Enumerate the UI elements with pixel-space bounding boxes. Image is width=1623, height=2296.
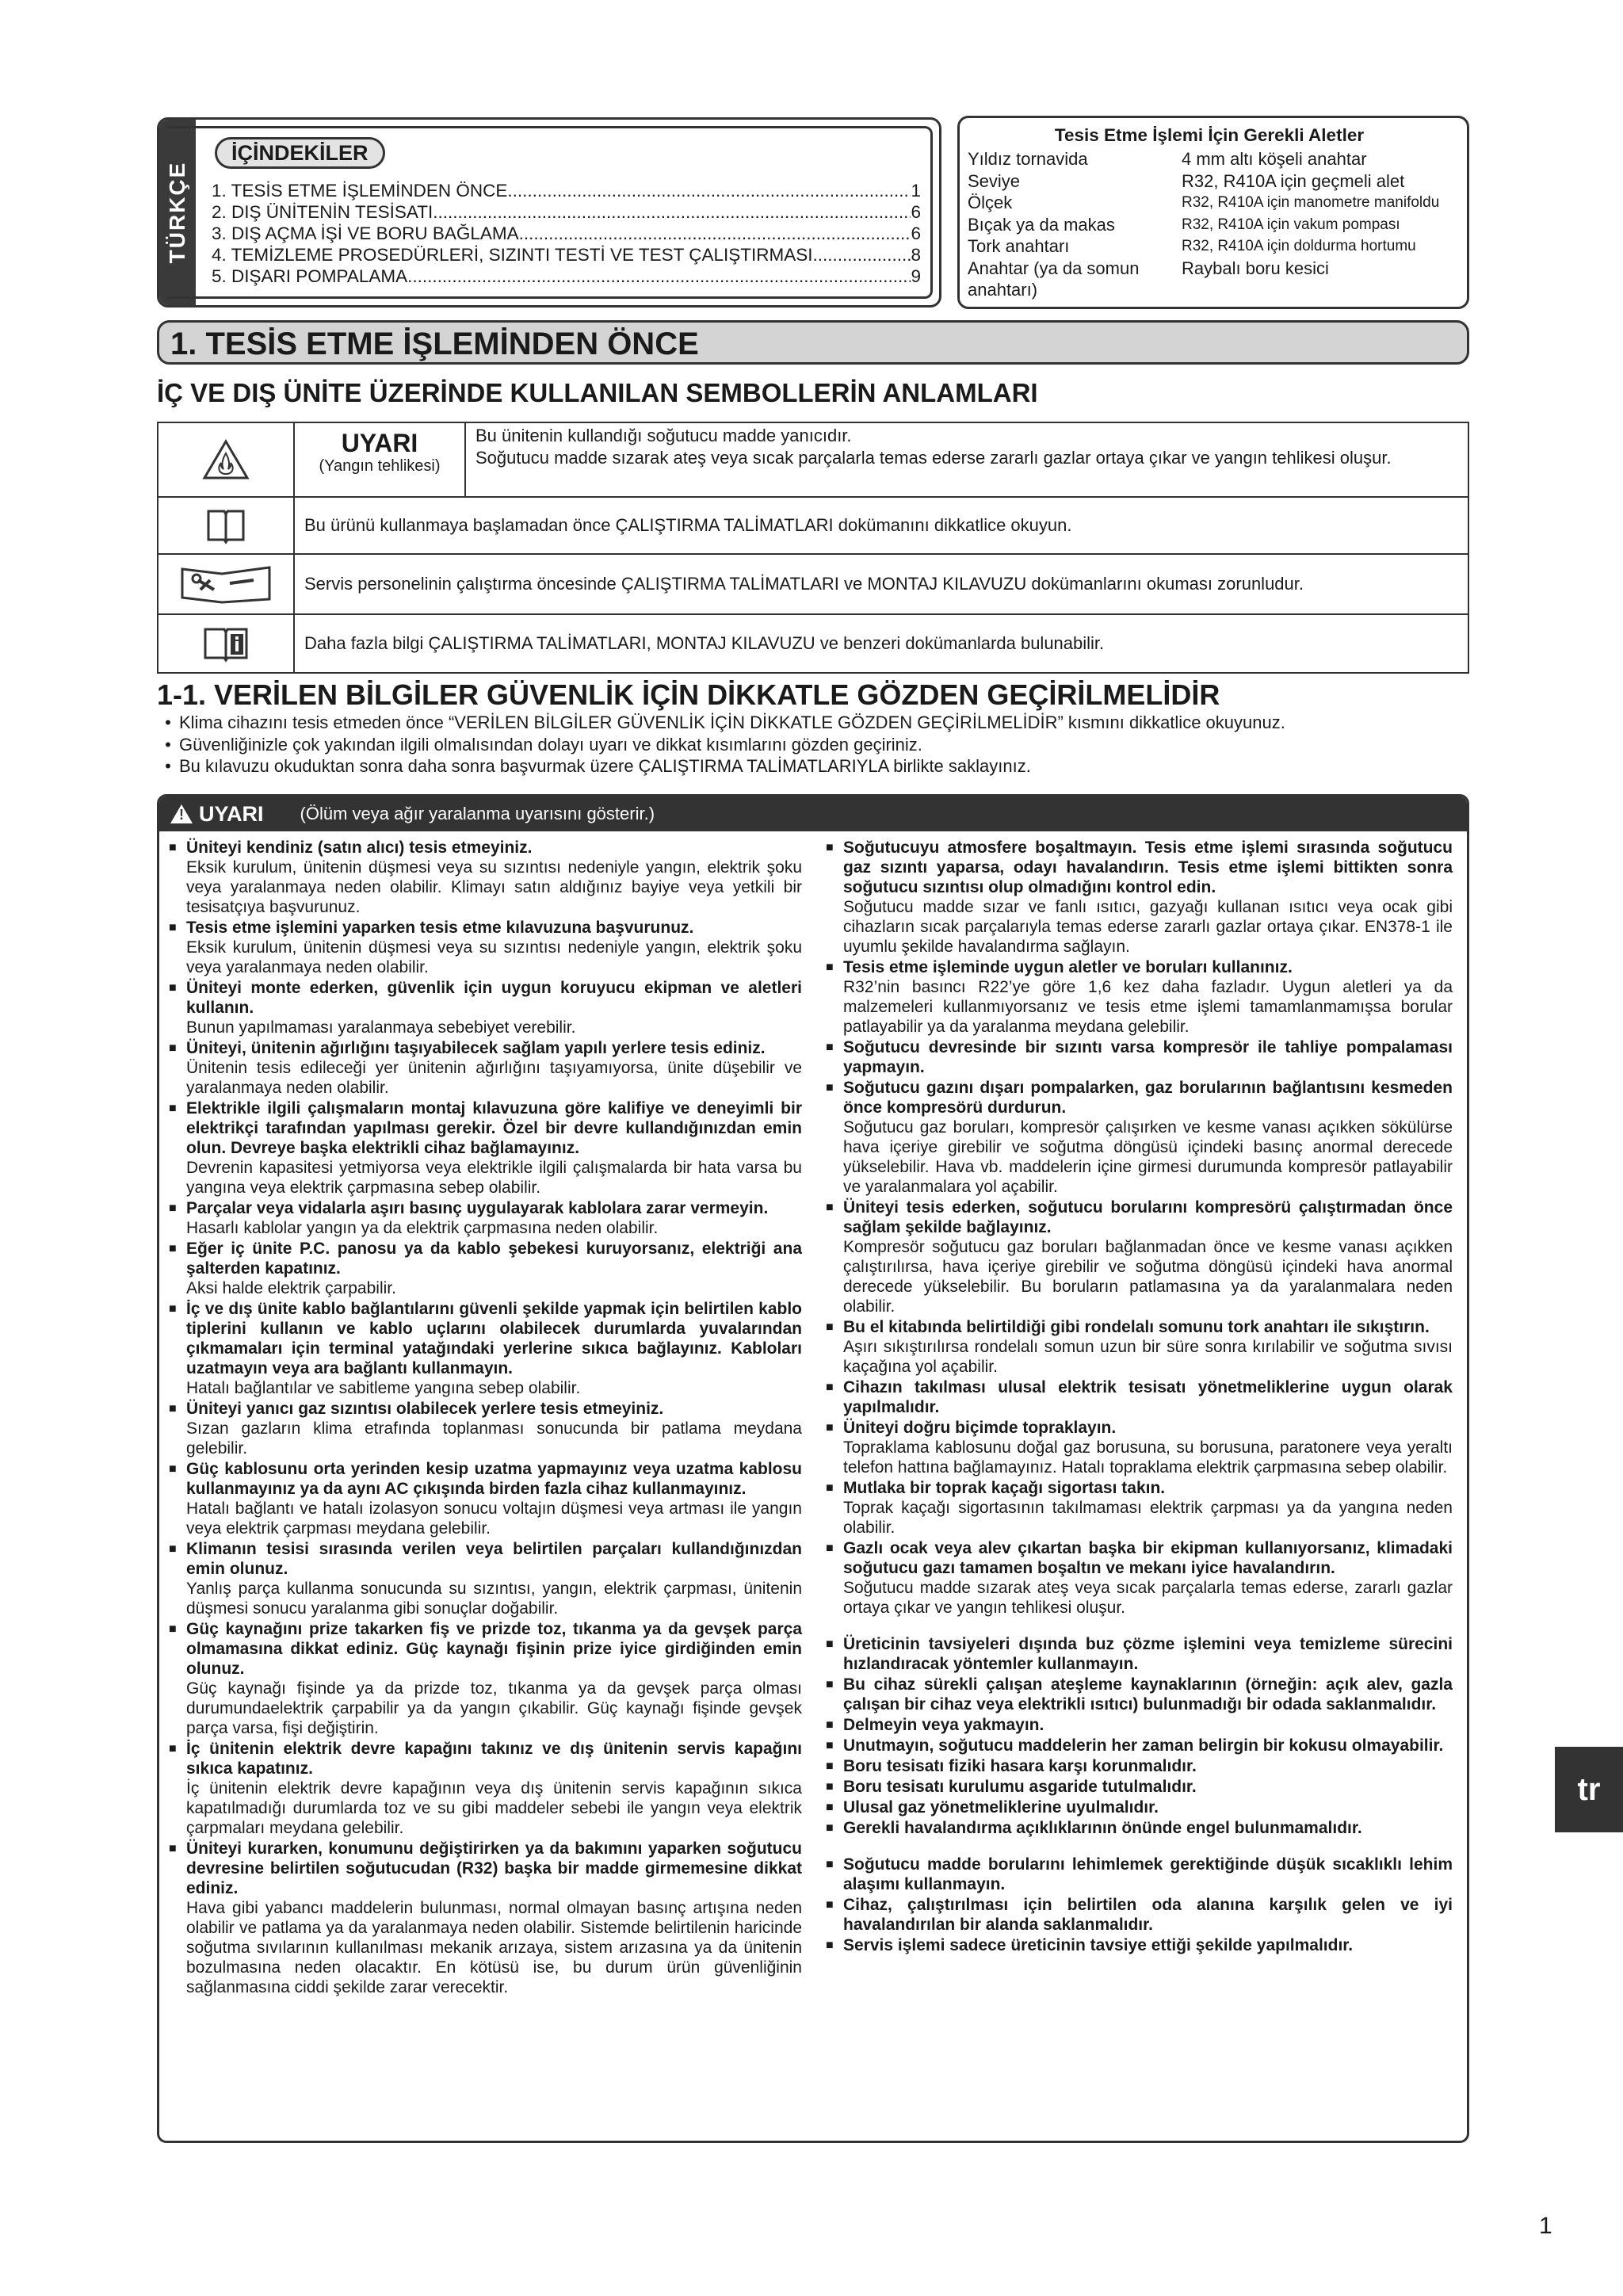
warning-item	[826, 1797, 1453, 1817]
bullet-square-icon: ■	[169, 1201, 177, 1215]
tools-box	[957, 116, 1469, 309]
warning-item-text: Hatalı bağlantılar ve sabitleme yangına sebep olabilir.	[186, 1379, 581, 1397]
warning-item	[826, 1777, 1453, 1797]
bullet-square-icon: ■	[169, 1462, 177, 1476]
bullet-square-icon: ■	[169, 1102, 177, 1115]
tool-item: Raybalı boru kesici	[1182, 258, 1329, 278]
bullet-square-icon: ■	[169, 1622, 177, 1636]
warning-item	[169, 838, 802, 917]
warning-header	[159, 797, 1467, 831]
bullet-square-icon: ■	[826, 841, 834, 854]
warning-sublabel: (Yangın tehlikesi)	[319, 457, 441, 475]
warning-item	[169, 918, 802, 977]
bullet-square-icon: ■	[826, 961, 834, 974]
warning-header-subtitle: (Ölüm veya ağır yaralanma uyarısını gösterir.)	[300, 804, 655, 823]
warning-item-title: Ulusal gaz yönetmeliklerine uyulmalıdır.	[843, 1798, 1159, 1817]
warning-item	[169, 1839, 802, 1997]
warning-item	[826, 1317, 1453, 1377]
symbol-row-info	[158, 613, 1468, 672]
warning-item	[826, 1855, 1453, 1894]
list-item: • Bu kılavuzu okuduktan sonra daha sonra başvurmak üzere ÇALIŞTIRMA TALİMATLARIYLA birlikte saklayınız.	[165, 756, 1031, 776]
symbol-row-manual	[158, 496, 1468, 553]
warning-item-title: Güç kaynağını prize takarken fiş ve prizde toz, tıkanma ya da gevşek parça olmamasına dikkat ediniz. Güç kaynağı fişinin prize iyice girdiğinden emin olunuz.	[186, 1620, 802, 1678]
warning-item	[826, 1478, 1453, 1538]
warning-item-text: Eksik kurulum, ünitenin düşmesi veya su sızıntısı nedeniyle yangın, elektrik şoku veya yaralanmaya neden olabilir. Klimayı satın aldığınız bayiye veya yetkili bir tesisatçıya başvurunuz.	[186, 858, 802, 916]
warning-item	[826, 1538, 1453, 1618]
toc-title: İÇİNDEKİLER	[215, 137, 385, 169]
warning-item-text: Soğutucu madde sızar ve fanlı ısıtıcı, gazyağı kullanan ısıtıcı veya ocak gibi cihazların sıcak parçalarıyla temas ederse zararlı gazlar ortaya çıkar. EN378-1 ile uyumlu şekilde havalandırma sağlayın.	[843, 898, 1453, 956]
warning-item-title: Eğer iç ünite P.C. panosu ya da kablo şebekesi kuruyorsanız, elektriği ana şalterden kapatınız.	[186, 1240, 802, 1278]
warning-item-title: Güç kablosunu orta yerinden kesip uzatma yapmayınız veya uzatma kablosu kullanmayınız ya da aynı AC çıkışında birden fazla cihaz kullanmayınız.	[186, 1460, 802, 1498]
bullet-square-icon: ■	[826, 1381, 834, 1394]
warning-item-text: Güç kaynağı fişinde ya da prizde toz, tıkanma ya da gevşek parça olması durumundaelektrik çarpabilir ya da yangın çıkabilir. Güç kaynağı fişinde gevşek parça varsa, fişi değiştirin.	[186, 1679, 802, 1737]
warning-item-text: Hatalı bağlantı ve hatalı izolasyon sonucu voltajın düşmesi veya artması ile yangın veya elektrik çarpması meydana gelebilir.	[186, 1499, 802, 1538]
warning-item-title: Soğutucu madde borularını lehimlemek gerektiğinde düşük sıcaklıklı lehim alaşımı kullanmayın.	[843, 1855, 1453, 1893]
warning-item	[826, 1818, 1453, 1838]
warning-item-title: Üniteyi, ünitenin ağırlığını taşıyabilecek sağlam yapılı yerlere tesis ediniz.	[186, 1039, 766, 1057]
page-number: 1	[1539, 2213, 1552, 2239]
warning-item	[169, 1299, 802, 1398]
warning-item	[826, 1935, 1453, 1955]
bullet-square-icon: ■	[826, 1637, 834, 1651]
warning-item-title: Soğutucu gazını dışarı pompalarken, gaz borularının bağlantısını kesmeden önce kompresörü durdurun.	[843, 1079, 1453, 1117]
warning-item-text: İç ünitenin elektrik devre kapağının veya dış ünitenin servis kapağının sıkıca kapatılmadığı durumlarda toz ve su gibi maddeler sebebi ile yangın veya elektrik çarpmaları meydana gelebilir.	[186, 1779, 802, 1837]
warning-item	[169, 1459, 802, 1538]
list-item: • Güvenliğinizle çok yakından ilgili olmalısından dolayı uyarı ve dikkat kısımlarını gözden geçiriniz.	[165, 734, 922, 755]
warning-item	[169, 978, 802, 1037]
bullet-square-icon: ■	[826, 1858, 834, 1871]
tool-item: anahtarı)	[968, 280, 1038, 300]
spacer	[826, 1839, 1453, 1855]
toc-item[interactable]: 4. TEMİZLEME PROSEDÜRLERİ, SIZINTI TESTİ VE TEST ÇALIŞTIRMASI ..... 8	[212, 244, 921, 266]
warning-item	[169, 1399, 802, 1458]
safety-heading: 1-1. VERİLEN BİLGİLER GÜVENLİK İÇİN DİKKATLE GÖZDEN GEÇİRİLMELİDİR	[157, 678, 1220, 711]
bullet-square-icon: ■	[169, 1041, 177, 1055]
warning-item-text: Topraklama kablosunu doğal gaz borusuna, su borusuna, paratonere veya yeraltı telefon hattına bağlamayınız. Hatalı topraklama elektrik çarpmasına sebep olabilir.	[843, 1438, 1453, 1477]
warning-item-text: Hava gibi yabancı maddelerin bulunması, normal olmayan basınç artışına neden olabilir ve patlama ya da yaralanmaya neden olabilir. Sistemde belirtilenin haricinde soğutma sıvılarının kullanılması mekanik arızaya, sistem arızasına ya da ünitenin bozulmasına neden olacaktır. En kötüsü ise, bu durum ürün güvenliğinin sağlanmasına ciddi şekilde zarar verecektir.	[186, 1899, 802, 1996]
warning-item	[826, 1418, 1453, 1477]
tool-item: R32, R410A için vakum pompası	[1182, 216, 1400, 233]
warning-item-text: Eksik kurulum, ünitenin düşmesi veya su sızıntısı nedeniyle yangın, elektrik şoku veya yaralanmaya neden olabilir.	[186, 938, 802, 976]
warning-item-title: Cihaz, çalıştırılması için belirtilen oda alanına karşılık gelen ve iyi havalandırılan bir alanda saklanmalıdır.	[843, 1896, 1453, 1934]
warning-item-text: Aksi halde elektrik çarpabilir.	[186, 1279, 396, 1297]
warning-item-title: İç ünitenin elektrik devre kapağını takınız ve dış ünitenin servis kapağını sıkıca kapatınız.	[186, 1740, 802, 1778]
tool-item: R32, R410A için manometre manifoldu	[1182, 194, 1440, 211]
bullet-square-icon: ■	[826, 1801, 834, 1814]
warning-item-title: Delmeyin veya yakmayın.	[843, 1716, 1044, 1734]
service-description: Servis personelinin çalıştırma öncesinde ÇALIŞTIRMA TALİMATLARI ve MONTAJ KILAVUZU dokümanlarını okuması zorunludur.	[304, 574, 1304, 594]
warning-item-title: Gerekli havalandırma açıklıklarının önünde engel bulunmamalıdır.	[843, 1819, 1362, 1837]
warning-item	[169, 1198, 802, 1238]
language-side-tab: tr	[1555, 1747, 1623, 1832]
warning-item-title: Bu el kitabında belirtildiği gibi rondelalı somunu tork anahtarı ile sıkıştırın.	[843, 1318, 1430, 1336]
bullet-square-icon: ■	[169, 841, 177, 854]
bullet-square-icon: ■	[826, 1898, 834, 1912]
warning-item-title: İç ve dış ünite kablo bağlantılarını güvenli şekilde yapmak için belirtilen kablo tiplerini kullanın ve kablo uçlarını olabilecek durumlarda yuvalarından çıkmamaları için terminal yatağındaki yerlerine sıkıca bağlayınız. Kabloları uzatmayın veya ara bağlantı kullanmayın.	[186, 1300, 802, 1377]
warning-item-title: Tesis etme işlemini yaparken tesis etme kılavuzuna başvurunuz.	[186, 919, 694, 937]
bullet-square-icon: ■	[826, 1081, 834, 1095]
warning-item-title: Üniteyi yanıcı gaz sızıntısı olabilecek yerlere tesis etmeyiniz.	[186, 1400, 664, 1418]
tool-item: Seviye	[968, 170, 1021, 191]
warning-item	[826, 1675, 1453, 1714]
warning-item	[826, 838, 1453, 957]
info-book-icon	[158, 615, 295, 672]
warning-item	[826, 1037, 1453, 1077]
warning-label: UYARI	[341, 429, 418, 457]
safety-intro-list	[157, 712, 1469, 777]
tools-grid	[960, 148, 1459, 301]
warning-item-title: Üniteyi doğru biçimde topraklayın.	[843, 1419, 1117, 1437]
spacer	[826, 1618, 1453, 1634]
bullet-square-icon: ■	[826, 1759, 834, 1773]
warning-item	[169, 1038, 802, 1098]
warning-item-title: Üniteyi monte ederken, güvenlik için uygun koruyucu ekipman ve aletleri kullanın.	[186, 979, 802, 1017]
tool-item	[1182, 279, 1459, 301]
warning-item	[826, 1736, 1453, 1755]
bullet-square-icon: ■	[826, 1201, 834, 1214]
warning-item-text: Soğutucu gaz boruları, kompresör çalışırken ve kesme vanası açıkken sökülürse hava içeriye girebilir ve soğutma döngüsü içindeki basınç anormal derecede yükselebilir. Hava vb. maddelerin içine girmesi durumunda kompresör patlayabilir ve yaralanmalara yol açabilir.	[843, 1118, 1453, 1196]
warning-item-text: Toprak kaçağı sigortasının takılmaması elektrik çarpması ya da yangına neden olabilir.	[843, 1499, 1453, 1537]
flammable-warning-icon	[158, 423, 295, 496]
warning-right-column	[815, 838, 1461, 1998]
warning-item-text: Yanlış parça kullanma sonucunda su sızıntısı, yangın, elektrik çarpması, ünitenin düşmesi sonucu yaralanma gibi sonuçlar doğabilir.	[186, 1580, 802, 1618]
warning-item-title: Parçalar veya vidalarla aşırı basınç uygulayarak kablolara zarar vermeyin.	[186, 1199, 769, 1217]
bullet-square-icon: ■	[826, 1421, 834, 1435]
warning-item-title: Boru tesisatı fiziki hasara karşı korunmalıdır.	[843, 1757, 1197, 1775]
tool-item: Tork anahtarı	[968, 236, 1070, 256]
warning-item	[826, 1715, 1453, 1735]
tools-title: Tesis Etme İşlemi İçin Gerekli Aletler	[1054, 125, 1365, 145]
manual-description: Bu ürünü kullanmaya başlamadan önce ÇALIŞTIRMA TALİMATLARI dokümanını dikkatlice okuyun.	[304, 515, 1072, 536]
warning-item	[169, 1098, 802, 1198]
symbol-row-warning	[158, 423, 1468, 496]
warning-item	[826, 1377, 1453, 1417]
warning-item-title: Unutmayın, soğutucu maddelerin her zaman belirgin bir kokusu olmayabilir.	[843, 1736, 1444, 1755]
warning-item-title: Klimanın tesisi sırasında verilen veya belirtilen parçaları kullandığınızdan emin olunuz.	[186, 1540, 802, 1578]
bullet-square-icon: ■	[169, 1542, 177, 1556]
warning-item-title: Bu cihaz sürekli çalışan ateşleme kaynaklarının (örneğin: açık alev, gazla çalışan bir cihaz veya elektrikli ısıtıcı) bulunmadığı bir odada saklanmalıdır.	[843, 1675, 1453, 1713]
warning-item-title: Üniteyi kendiniz (satın alıcı) tesis etmeyiniz.	[186, 839, 533, 857]
warning-item-text: Aşırı sıkıştırılırsa rondelalı somun uzun bir süre sonra kırılabilir ve soğutma sıvısı kaçağına yol açabilir.	[843, 1338, 1453, 1376]
bullet-square-icon: ■	[169, 1742, 177, 1755]
warning-header-label: UYARI	[199, 801, 264, 826]
bullet-square-icon: ■	[826, 1780, 834, 1794]
tool-item: Anahtar (ya da somun	[968, 258, 1140, 278]
bullet-square-icon: ■	[826, 1739, 834, 1752]
warning-item-title: Soğutucuyu atmosfere boşaltmayın. Tesis etme işlemi sırasında soğutucu gaz sızıntı yaparsa, odayı havalandırın. Tesis etme işlemi bittikten sonra soğutucu sızıntısı olup olmadığını kontrol edin.	[843, 839, 1453, 896]
warning-item	[826, 1895, 1453, 1935]
service-wrench-book-icon	[158, 555, 295, 613]
tool-item: Bıçak ya da makas	[968, 214, 1115, 235]
warning-item-title: Üreticinin tavsiyeleri dışında buz çözme işlemini veya temizleme sürecini hızlandıracak yöntemler kullanmayın.	[843, 1635, 1453, 1673]
bullet-square-icon: ■	[169, 921, 177, 934]
bullet-square-icon: ■	[169, 1842, 177, 1855]
warning-item-title: Servis işlemi sadece üreticinin tavsiye ettiği şekilde yapılmalıdır.	[843, 1936, 1354, 1954]
warning-item-text: Sızan gazların klima etrafında toplanması sonucunda bir patlama meydana gelebilir.	[186, 1419, 802, 1457]
warning-item	[826, 1078, 1453, 1197]
warning-item-title: Soğutucu devresinde bir sızıntı varsa kompresör ile tahliye pompalaması yapmayın.	[843, 1038, 1453, 1076]
warning-item-text: Ünitenin tesis edileceği yer ünitenin ağırlığını taşıyamıyorsa, ünite düşebilir ve yaralanmaya neden olabilir.	[186, 1059, 802, 1097]
toc-box	[157, 117, 941, 308]
warning-description: Bu ünitenin kullandığı soğutucu madde yanıcıdır. Soğutucu madde sızarak ateş veya sıcak parçalarla temas ederse zararlı gazlar ortaya çıkar ve yangın tehlikesi oluşur.	[475, 426, 1392, 468]
list-item: • Klima cihazını tesis etmeden önce “VERİLEN BİLGİLER GÜVENLİK İÇİN DİKKATLE GÖZDEN GEÇİRİLMELİDİR” kısmını dikkatlice okuyunuz.	[165, 712, 1285, 732]
warning-label-cell	[295, 423, 466, 496]
warning-item-text: R32’nin basıncı R22’ye göre 1,6 kez daha fazladır. Uygun aletleri ya da malzemeleri kullanmıyorsanız ve tesis etme işlemi tamamlanmamışsa borular patlayabilir ya da yaralanma meydana gelebilir.	[843, 978, 1453, 1036]
toc-list	[212, 180, 921, 287]
bullet-square-icon: ■	[826, 1481, 834, 1495]
warning-item-text: Kompresör soğutucu gaz boruları bağlanmadan önce ve kesme vanası açıkken çalıştırılırsa, hava içeriye girebilir ve soğutma döngüsü içindeki hava anormal derecede yükselebilir. Bu boruların patlamasına ya da yaralanmalara neden olabilir.	[843, 1238, 1453, 1316]
warning-box	[157, 794, 1469, 2143]
tool-item: R32, R410A için geçmeli alet	[1182, 170, 1405, 191]
bullet-square-icon: ■	[826, 1541, 834, 1555]
warning-item-title: Gazlı ocak veya alev çıkartan başka bir ekipman kullanıyorsanız, klimadaki soğutucu gazı tamamen boşaltın ve mekanı iyice havalandırın.	[843, 1539, 1453, 1577]
warning-item	[826, 1198, 1453, 1316]
section-title-bar	[157, 320, 1469, 365]
language-label: TÜRKÇE	[165, 161, 189, 264]
warning-item-title: Mutlaka bir toprak kaçağı sigortası takın.	[843, 1479, 1166, 1497]
warning-item	[826, 1756, 1453, 1776]
warning-item-title: Tesis etme işleminde uygun aletler ve boruları kullanınız.	[843, 958, 1293, 976]
warning-item	[826, 1634, 1453, 1674]
bullet-square-icon: ■	[826, 1821, 834, 1835]
bullet-square-icon: ■	[169, 1402, 177, 1415]
warning-item-title: Elektrikle ilgili çalışmaların montaj kılavuzuna göre kalifiye ve deneyimli bir elektrikçi tarafından yapılması gerekir. Özel bir devre kullandığınızdan emin olun. Devreye başka elektrikli cihaz bağlamayınız.	[186, 1099, 802, 1157]
section-title: 1. TESİS ETME İŞLEMİNDEN ÖNCE	[170, 327, 699, 361]
warning-item-text: Hasarlı kablolar yangın ya da elektrik çarpmasına neden olabilir.	[186, 1219, 659, 1237]
warning-item	[826, 957, 1453, 1037]
warning-triangle-icon	[170, 804, 193, 823]
info-description: Daha fazla bilgi ÇALIŞTIRMA TALİMATLARI, MONTAJ KILAVUZU ve benzeri dokümanlarda bulunabilir.	[304, 633, 1105, 654]
bullet-square-icon: ■	[826, 1678, 834, 1691]
bullet-square-icon: ■	[826, 1939, 834, 1952]
warning-item-title: Cihazın takılması ulusal elektrik tesisatı yönetmeliklerine uygun olarak yapılmalıdır.	[843, 1378, 1453, 1416]
tool-item: Yıldız tornavida	[968, 149, 1088, 169]
toc-item[interactable]: 1. TESİS ETME İŞLEMİNDEN ÖNCE ..... 1	[212, 180, 921, 201]
symbols-heading: İÇ VE DIŞ ÜNİTE ÜZERİNDE KULLANILAN SEMBOLLERİN ANLAMLARI	[157, 378, 1038, 407]
warning-item-title: Üniteyi kurarken, konumunu değiştirirken ya da bakımını yaparken soğutucu devresine belirtilen soğutucudan (R32) başka bir madde girmemesine dikkat ediniz.	[186, 1839, 802, 1897]
bullet-square-icon: ■	[169, 981, 177, 995]
warning-item	[169, 1239, 802, 1298]
warning-item-text: Bunun yapılmaması yaralanmaya sebebiyet verebilir.	[186, 1018, 576, 1037]
toc-item[interactable]: 3. DIŞ AÇMA İŞİ VE BORU BAĞLAMA ..... 6	[212, 223, 921, 244]
bullet-square-icon: ■	[169, 1302, 177, 1316]
symbol-row-service	[158, 553, 1468, 613]
toc-item[interactable]: 5. DIŞARI POMPALAMA ..... 9	[212, 266, 921, 287]
bullet-square-icon: ■	[169, 1242, 177, 1255]
bullet-square-icon: ■	[826, 1718, 834, 1732]
open-book-icon	[158, 498, 295, 553]
warning-item-text: Soğutucu madde sızarak ateş veya sıcak parçalarla temas ederse, zararlı gazlar ortaya çıkar ve yangın tehlikesi oluşur.	[843, 1579, 1453, 1617]
tool-item: Ölçek	[968, 193, 1013, 212]
warning-item-title: Üniteyi tesis ederken, soğutucu borularını kompresörü çalıştırmadan önce sağlam şekilde bağlayınız.	[843, 1198, 1453, 1236]
tool-item: 4 mm altı köşeli anahtar	[1182, 149, 1367, 169]
toc-item[interactable]: 2. DIŞ ÜNİTENİN TESİSATI ..... 6	[212, 201, 921, 223]
warning-item-text: Devrenin kapasitesi yetmiyorsa veya elektrikle ilgili çalışmalarda bir hata varsa bu yangına veya elektrik çarpmasına sebep olabilir.	[186, 1159, 802, 1197]
bullet-square-icon: ■	[826, 1041, 834, 1054]
warning-item	[169, 1539, 802, 1618]
symbols-table	[157, 422, 1469, 674]
bullet-square-icon: ■	[826, 1320, 834, 1334]
warning-item	[169, 1619, 802, 1738]
warning-left-column	[169, 838, 815, 1998]
tool-item: R32, R410A için doldurma hortumu	[1182, 238, 1416, 254]
warning-item	[169, 1739, 802, 1838]
warning-item-title: Boru tesisatı kurulumu asgaride tutulmalıdır.	[843, 1778, 1197, 1796]
